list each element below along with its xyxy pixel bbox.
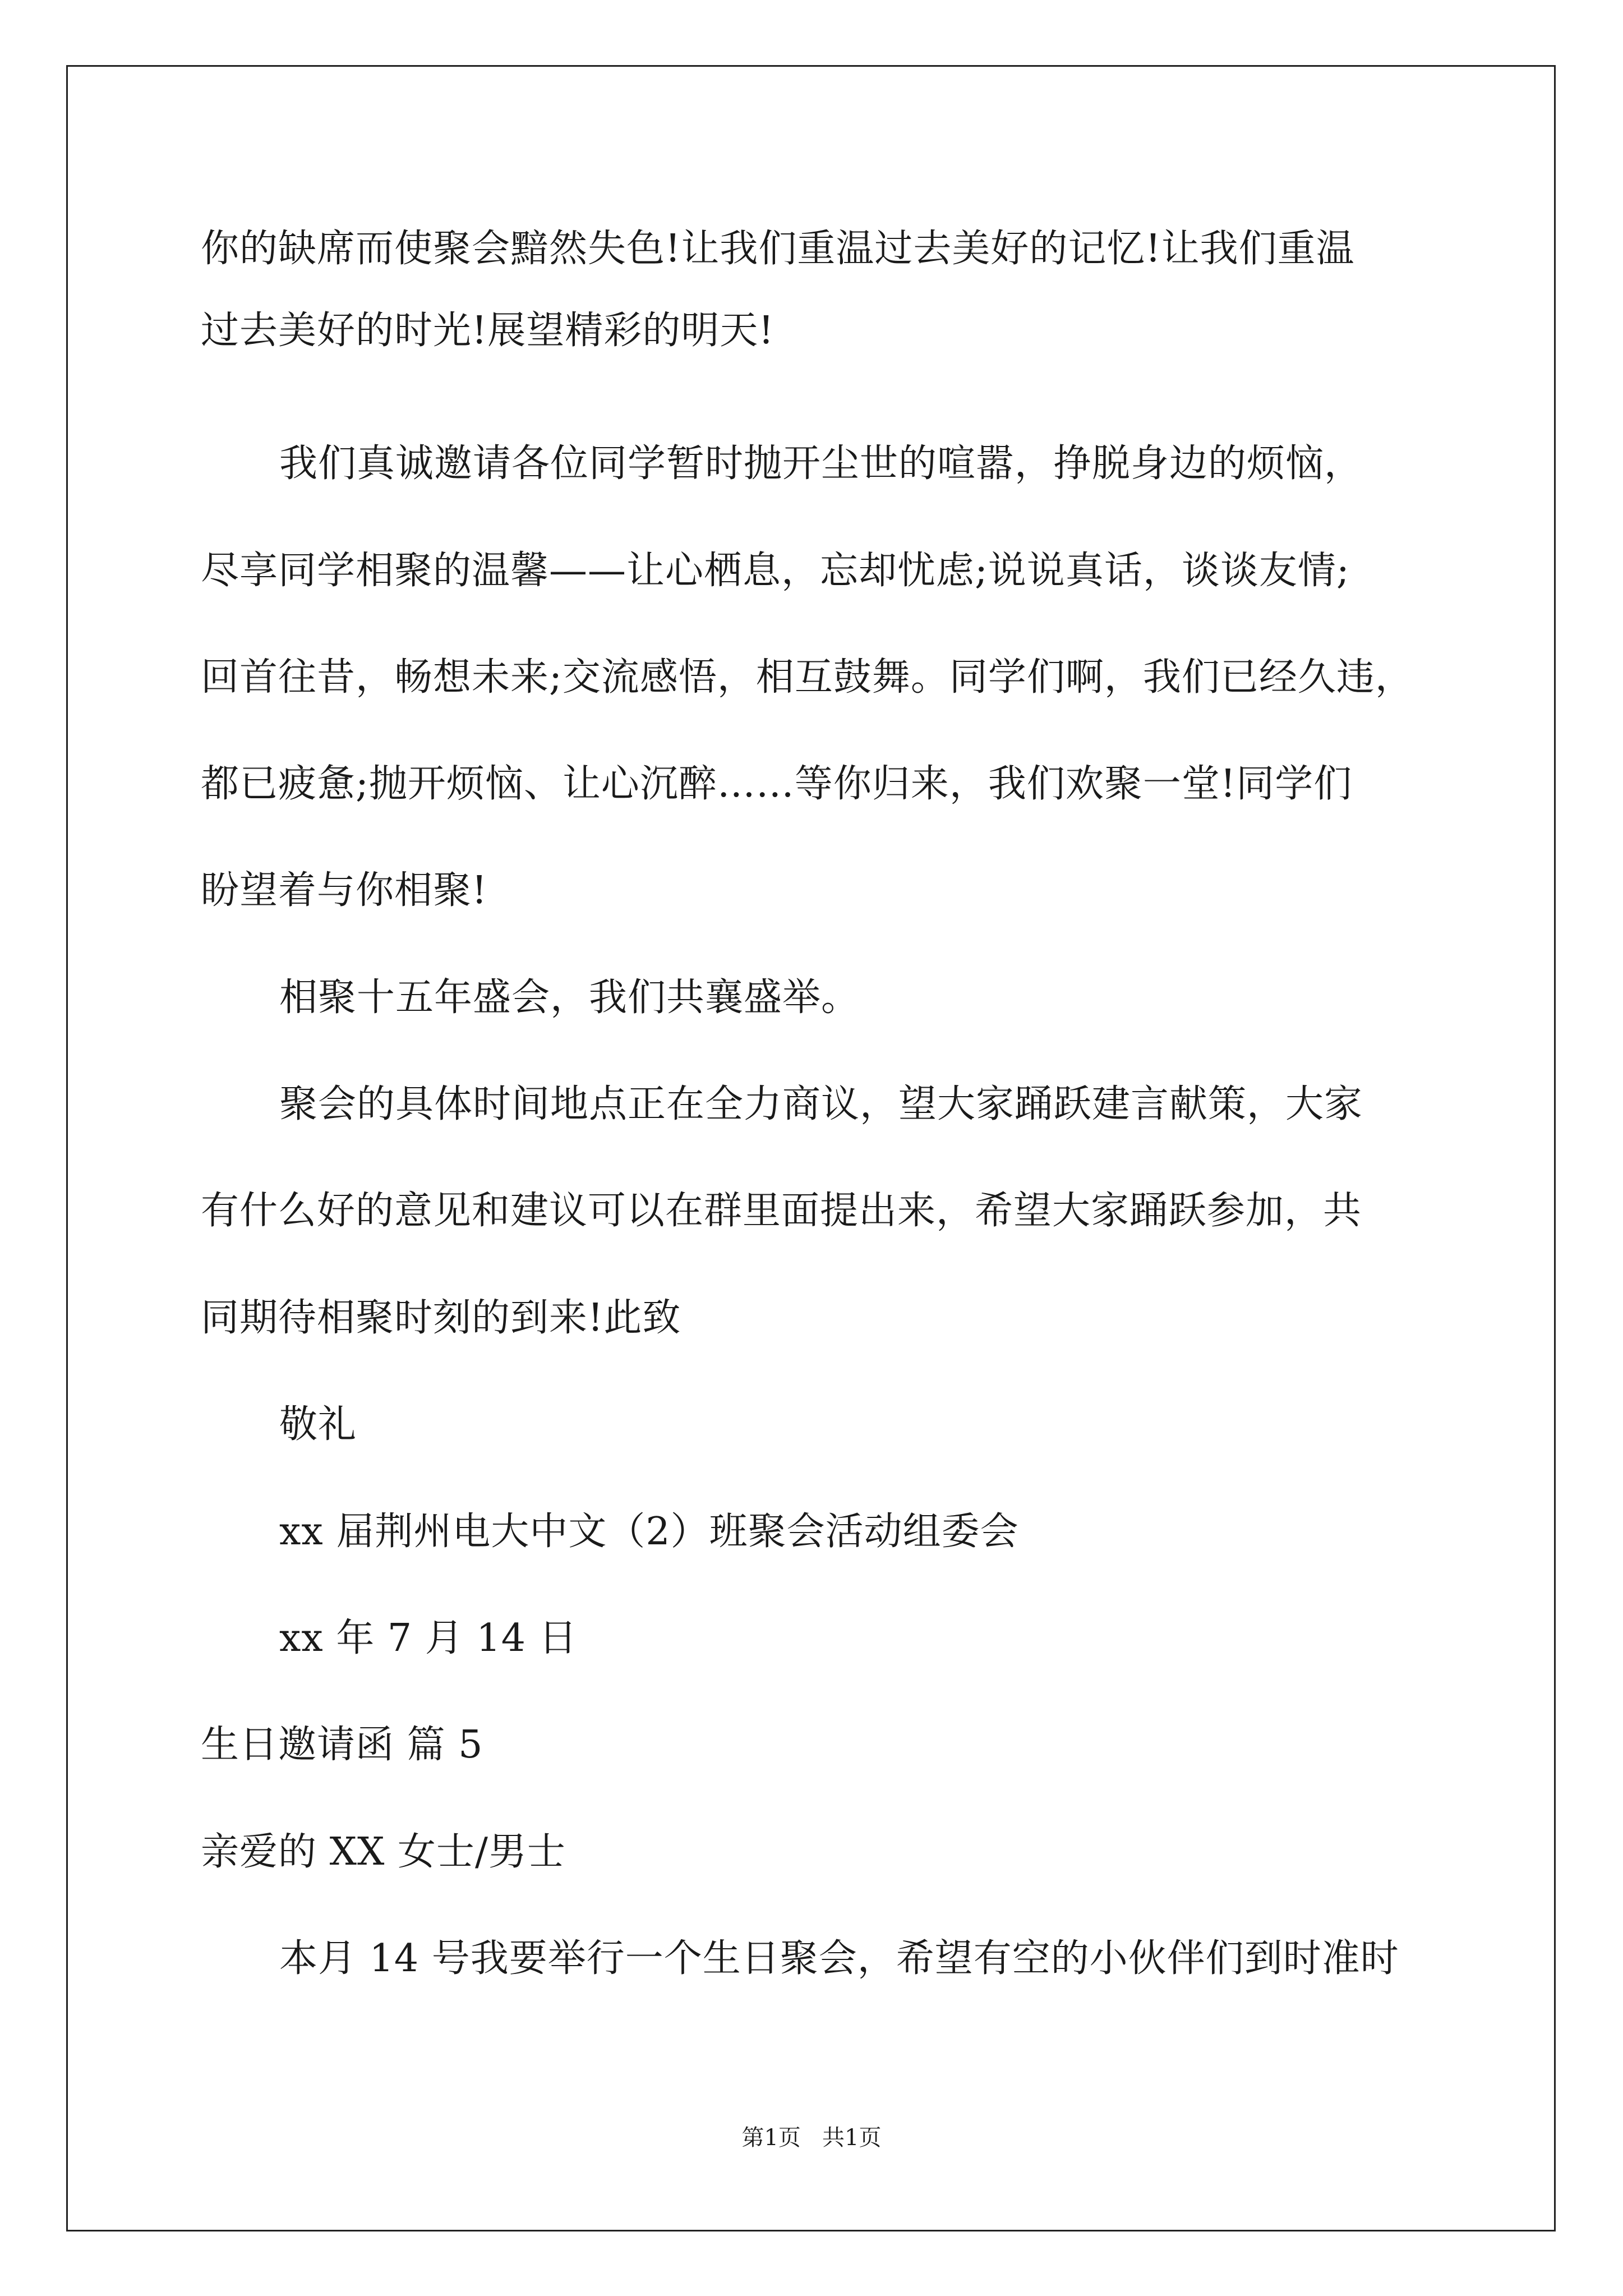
text-line: 相聚十五年盛会，我们共襄盛举。 bbox=[279, 976, 860, 1020]
page-number: 第1页 共1页 bbox=[741, 2125, 882, 2151]
text-line: 回首往昔，畅想未来;交流感悟，相互鼓舞。同学们啊，我们已经久违， bbox=[201, 655, 1414, 700]
text-line: 过去美好的时光!展望精彩的明天! bbox=[201, 309, 774, 353]
text-line: 你的缺席而使聚会黯然失色!让我们重温过去美好的记忆!让我们重温 bbox=[201, 227, 1355, 271]
text-line: 同期待相聚时刻的到来!此致 bbox=[201, 1296, 681, 1340]
page-border bbox=[66, 65, 1556, 2231]
text-line: 聚会的具体时间地点正在全力商议，望大家踊跃建言献策，大家 bbox=[279, 1082, 1363, 1126]
text-line: xx 届荆州电大中文（2）班聚会活动组委会 bbox=[279, 1510, 1019, 1554]
text-line: 我们真诚邀请各位同学暂时抛开尘世的喧嚣，挣脱身边的烦恼， bbox=[279, 441, 1363, 486]
section-heading: 生日邀请函 篇 5 bbox=[201, 1723, 483, 1767]
text-line: 敬礼 bbox=[279, 1402, 357, 1447]
salutation: 亲爱的 XX 女士/男士 bbox=[201, 1830, 566, 1874]
text-line: 有什么好的意见和建议可以在群里面提出来，希望大家踊跃参加，共 bbox=[201, 1189, 1362, 1233]
text-line: 盼望着与你相聚! bbox=[201, 868, 488, 913]
text-line: 本月 14 号我要举行一个生日聚会，希望有空的小伙伴们到时准时 bbox=[279, 1936, 1399, 1981]
text-line: 尽享同学相聚的温馨——让心栖息，忘却忧虑;说说真话，谈谈友情; bbox=[201, 549, 1350, 593]
text-line: 都已疲惫;抛开烦恼、让心沉醉……等你归来，我们欢聚一堂!同学们 bbox=[201, 762, 1353, 806]
text-line: xx 年 7 月 14 日 bbox=[279, 1616, 578, 1660]
